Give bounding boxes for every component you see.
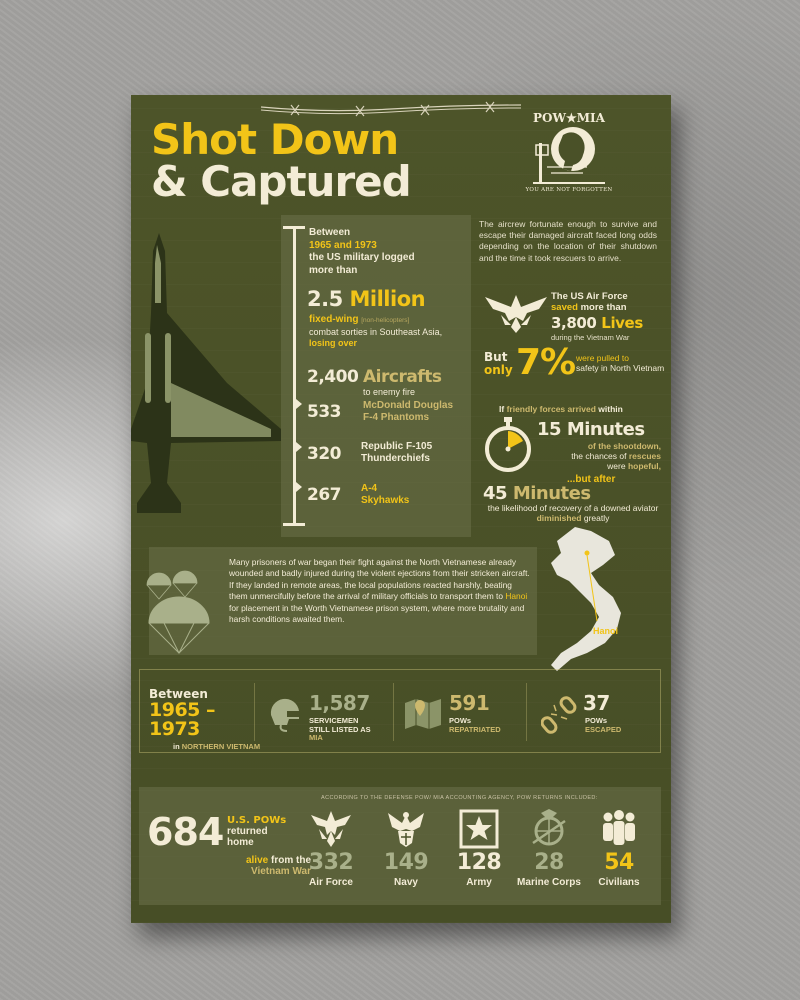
pilot-helmet-icon	[265, 693, 305, 733]
only-word: only	[484, 362, 513, 377]
fifteen-minutes-sub	[541, 441, 661, 472]
fixed-wing-text: fixed-wing	[309, 314, 359, 325]
air-force-saved-word: saved	[551, 302, 578, 314]
f105-count: 320	[307, 444, 341, 464]
alive-word: alive	[245, 855, 269, 866]
rescues-word: rescues	[628, 451, 661, 462]
but-after: ...but after	[567, 474, 616, 485]
navy-label: Navy	[394, 877, 418, 888]
forty-five-number: 45	[483, 483, 508, 504]
according-note: ACCORDING TO THE DEFENSE POW/ MIA ACCOUNTING AGENCY, POW RETURNS INCLUDED:	[321, 795, 598, 801]
friendly-forces: friendly forces	[506, 404, 566, 414]
stats-region	[173, 743, 260, 752]
chances-of: the chances of	[571, 451, 627, 462]
air-force-more-than: more than	[580, 302, 627, 314]
fixed-wing-label	[309, 314, 409, 325]
friendly-arrived: arrived	[567, 404, 596, 414]
enemy-fire-label: to enemy fire	[363, 387, 416, 397]
army-star-icon	[457, 807, 501, 851]
mia-tag: MIA	[309, 733, 323, 743]
prisoners-text-1: Many prisoners of war began their fight against the North Vietnamese already wounded and badly injured during the violent ejections from their stricken aircraft. If they landed in remote areas, the local populations reacted harshly, beating them unmercifully before the arrival of military officials to transport them to	[229, 557, 530, 602]
marine-corps-label: Marine Corps	[517, 877, 581, 888]
us-pows: U.S. POWs	[227, 815, 287, 826]
aircrafts-lost-number: 2,400	[307, 367, 359, 387]
stats-divider	[254, 683, 255, 741]
friendly-if: If	[499, 404, 505, 414]
f4-label: McDonald Douglas F-4 Phantoms	[363, 400, 454, 423]
a4-label: A-4 Skyhawks	[361, 483, 410, 506]
air-force-count: 332	[308, 850, 354, 875]
escaped-label-text: POWs	[585, 716, 608, 725]
alive-label	[201, 855, 311, 877]
hanoi-inline: Hanoi	[505, 591, 528, 602]
combat-sorties-text	[309, 327, 459, 350]
navy-count: 149	[383, 850, 429, 875]
hanoi-label: Hanoi	[593, 626, 619, 636]
lives-word: Lives	[601, 313, 643, 332]
stats-years-1: 1965 –	[149, 699, 215, 721]
army-count: 128	[456, 850, 502, 875]
repatriated-tag: REPATRIATED	[449, 724, 501, 734]
greatly-word: greatly	[583, 513, 610, 524]
sorties-number: 2.5	[307, 287, 343, 311]
vietnam-war-sub: during the Vietnam War	[551, 332, 630, 342]
repatriated-label	[449, 717, 519, 734]
pulled-text: were pulled to	[576, 353, 629, 363]
escaped-tag: ESCAPED	[585, 724, 622, 734]
diminished-word: diminished	[536, 513, 582, 524]
air-force-line1: The US Air Force	[551, 291, 628, 302]
forty-five-sub	[483, 503, 663, 523]
sorties-intro-rest: the US military logged more than	[309, 252, 415, 276]
parachutes-icon	[145, 565, 235, 655]
sorties-intro	[309, 227, 429, 277]
combat-text: combat sorties in Southeast Asia,	[309, 327, 443, 337]
lives-saved-number	[551, 314, 643, 332]
sorties-intro-years: 1965 and 1973	[309, 239, 377, 251]
fighter-jet-icon	[131, 233, 291, 523]
vietnam-map-icon	[517, 525, 645, 675]
civilians-label: Civilians	[598, 877, 640, 888]
stopwatch-icon	[483, 417, 533, 473]
returned-label	[227, 815, 307, 848]
f105-label: Republic F-105 Thunderchiefs	[361, 441, 433, 464]
timeline-arrow	[296, 442, 302, 452]
pulled-to-safety	[576, 353, 666, 373]
timeline-arrow	[296, 482, 302, 492]
air-force-saved	[551, 291, 661, 343]
timeline-cap-top	[283, 226, 305, 229]
escaped-label	[585, 717, 645, 734]
pow-mia-logo-top: POW★MIA	[533, 111, 605, 125]
stats-between: Between	[149, 687, 208, 701]
vietnam-war: Vietnam War	[250, 866, 311, 878]
stats-years-2: 1973	[149, 717, 200, 740]
fifteen-minutes: 15 Minutes	[537, 419, 645, 440]
army-label: Army	[466, 877, 492, 888]
civilians-count: 54	[604, 850, 634, 875]
likelihood-text: the likelihood of recovery of a downed aviator	[487, 503, 659, 513]
mia-label	[309, 717, 379, 743]
lives-number: 3,800	[551, 313, 597, 332]
returned-total: 684	[147, 810, 224, 854]
timeline-bar	[293, 227, 296, 525]
civilians-icon	[597, 807, 641, 851]
stats-region-name: NORTHERN VIETNAM	[181, 742, 261, 751]
stats-divider	[393, 683, 394, 741]
sorties-big-number	[307, 287, 425, 311]
aircrew-intro: The aircrew fortunate enough to survive and escape their damaged aircraft faced long odds depending on the location of their shutdown and the time it took rescuers to arrive.	[479, 219, 657, 263]
pulled-text-2: safety in North Vietnam	[576, 363, 665, 374]
repatriated-label-text: POWs	[449, 716, 472, 725]
of-the-shootdown: of the shootdown,	[587, 441, 661, 451]
f4-count: 533	[307, 402, 341, 422]
sorties-intro-between: Between	[309, 227, 351, 238]
broken-chain-icon	[541, 695, 577, 735]
mia-label-text: SERVICEMEN STILL LISTED AS	[309, 716, 371, 734]
title-shot-down: Shot Down	[151, 115, 399, 164]
but-word: But	[484, 350, 508, 364]
navy-eagle-icon	[384, 807, 428, 851]
escaped-count: 37	[583, 691, 610, 715]
prisoners-paragraph	[229, 557, 531, 626]
sorties-unit: Million	[349, 287, 426, 311]
only-label	[484, 351, 513, 376]
infographic-poster	[131, 95, 671, 923]
friendly-forces-line	[499, 404, 623, 414]
title-captured: & Captured	[151, 157, 411, 206]
returned-word: returned	[227, 826, 268, 837]
forty-five-minutes	[483, 483, 591, 504]
hopeful-word: hopeful,	[627, 461, 661, 472]
aircrafts-lost-word: Aircrafts	[363, 367, 442, 387]
marine-corps-count: 28	[534, 850, 564, 875]
were-word: were	[607, 461, 626, 472]
friendly-within: within	[598, 404, 623, 414]
air-force-icon	[309, 807, 353, 851]
timeline-cap-bottom	[283, 523, 305, 526]
home-word: home	[227, 837, 254, 848]
stats-years	[149, 701, 215, 738]
pow-mia-logo-bottom: YOU ARE NOT FORGOTTEN	[525, 187, 613, 193]
mia-count: 1,587	[309, 691, 370, 715]
non-helicopter-note: [non-helicopters]	[361, 317, 410, 324]
air-force-label: Air Force	[309, 877, 353, 888]
air-force-wings-icon	[481, 291, 551, 337]
sorties-panel	[131, 215, 471, 537]
prisoners-text-2: for placement in the Worth Vietnamese prison system, where more brutality and harsh conditions awaited them.	[229, 602, 525, 625]
map-location-icon	[403, 697, 443, 731]
seven-percent: 7%	[516, 342, 576, 383]
a4-count: 267	[307, 485, 341, 505]
stats-divider	[526, 683, 527, 741]
marine-emblem-icon	[527, 807, 571, 851]
losing-text: losing over	[309, 338, 358, 349]
forty-five-word: Minutes	[512, 483, 591, 504]
stats-in: in	[173, 742, 180, 751]
timeline-arrow	[296, 399, 302, 409]
pow-silhouette-icon	[533, 123, 605, 187]
from-the: from the	[271, 855, 311, 866]
repatriated-count: 591	[449, 691, 490, 715]
pow-mia-logo	[519, 109, 619, 201]
